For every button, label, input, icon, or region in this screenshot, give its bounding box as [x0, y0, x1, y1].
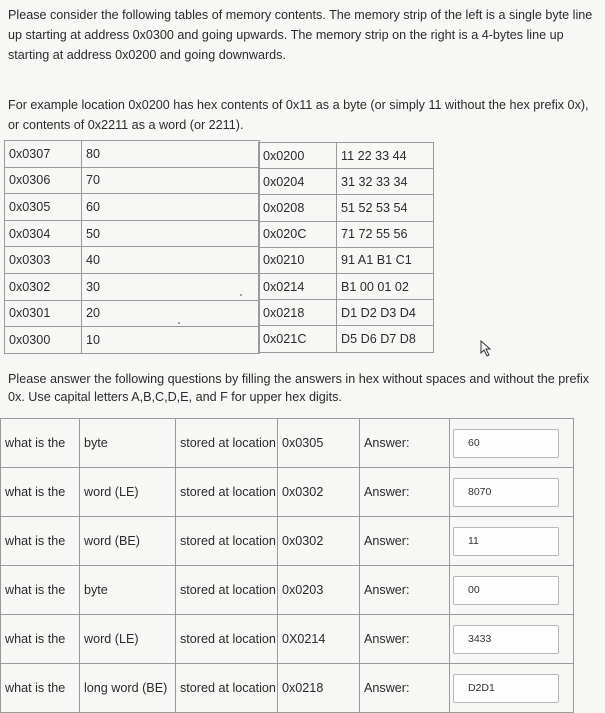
left-strip-value: 40: [82, 247, 260, 274]
question-address: 0x0203: [278, 566, 360, 615]
question-unit: word (BE): [80, 517, 176, 566]
question-stored-at: stored at location: [176, 517, 278, 566]
right-strip-address: 0x0200: [259, 143, 337, 169]
left-strip-value: 30: [82, 273, 260, 300]
right-strip-row: [259, 221, 434, 247]
right-strip-value: 31 32 33 34: [337, 169, 434, 195]
answer-cell: [450, 566, 574, 615]
right-strip-value: B1 00 01 02: [337, 273, 434, 299]
question-address: 0x0218: [278, 664, 360, 713]
question-row: [1, 664, 574, 713]
right-strip-value: D5 D6 D7 D8: [337, 326, 434, 352]
instructions-text: Please answer the following questions by filling the answers in hex without spaces and without the prefix 0x. Use capital letters A,B,C,D,E, and F for upper hex digits.: [8, 372, 590, 404]
left-strip-address: 0x0305: [5, 194, 82, 221]
question-prefix: what is the: [1, 566, 80, 615]
answer-input[interactable]: 00: [453, 576, 559, 605]
right-strip-row: [259, 143, 434, 169]
answer-input[interactable]: 11: [453, 527, 559, 556]
answer-input[interactable]: D2D1: [453, 674, 559, 703]
answer-cell: [450, 468, 574, 517]
question-unit: long word (BE): [80, 664, 176, 713]
question-prefix: what is the: [1, 615, 80, 664]
left-strip-row: [5, 327, 260, 354]
question-unit: word (LE): [80, 468, 176, 517]
right-strip-row: [259, 273, 434, 299]
answer-label: Answer:: [360, 517, 450, 566]
stray-dot: [178, 322, 180, 324]
stray-dot: [240, 294, 242, 296]
question-address: 0X0214: [278, 615, 360, 664]
left-strip-address: 0x0304: [5, 220, 82, 247]
right-strip-address: 0x020C: [259, 221, 337, 247]
question-address: 0x0302: [278, 517, 360, 566]
left-strip-address: 0x0301: [5, 300, 82, 327]
question-row: [1, 566, 574, 615]
right-strip-address: 0x0208: [259, 195, 337, 221]
left-strip-value: 10: [82, 327, 260, 354]
answer-label: Answer:: [360, 664, 450, 713]
question-address: 0x0302: [278, 468, 360, 517]
question-row: [1, 419, 574, 468]
answer-label: Answer:: [360, 566, 450, 615]
question-stored-at: stored at location: [176, 468, 278, 517]
question-prefix: what is the: [1, 419, 80, 468]
question-prefix: what is the: [1, 517, 80, 566]
right-strip-row: [259, 195, 434, 221]
question-unit: word (LE): [80, 615, 176, 664]
left-strip-value: 50: [82, 220, 260, 247]
right-strip-row: [259, 169, 434, 195]
left-strip-address: 0x0302: [5, 273, 82, 300]
question-unit: byte: [80, 566, 176, 615]
left-strip-row: [5, 273, 260, 300]
mouse-cursor-icon: [480, 340, 494, 358]
answer-cell: [450, 517, 574, 566]
left-strip-value: 80: [82, 141, 260, 168]
question-prefix: what is the: [1, 664, 80, 713]
left-memory-strip: [4, 140, 260, 354]
example-text: For example location 0x0200 has hex contents of 0x11 as a byte (or simply 11 without the hex prefix 0x), or contents of 0x2211 as a word (or 2211).: [8, 98, 589, 132]
left-strip-row: [5, 220, 260, 247]
questions-table: [0, 418, 574, 713]
answer-cell: [450, 664, 574, 713]
left-strip-address: 0x0307: [5, 141, 82, 168]
answer-cell: [450, 615, 574, 664]
right-strip-address: 0x0218: [259, 300, 337, 326]
intro-text: Please consider the following tables of memory contents. The memory strip of the left is a single byte line up starting at address 0x0300 and going upwards. The memory strip on the right is a 4-bytes line up starting at address 0x0200 and going downwards.: [8, 8, 593, 62]
question-stored-at: stored at location: [176, 664, 278, 713]
left-strip-row: [5, 300, 260, 327]
answer-label: Answer:: [360, 468, 450, 517]
right-strip-value: 71 72 55 56: [337, 221, 434, 247]
question-stored-at: stored at location: [176, 615, 278, 664]
right-strip-value: D1 D2 D3 D4: [337, 300, 434, 326]
left-strip-value: 60: [82, 194, 260, 221]
answer-input[interactable]: 60: [453, 429, 559, 458]
answer-label: Answer:: [360, 419, 450, 468]
answer-cell: [450, 419, 574, 468]
right-memory-strip: [258, 142, 434, 353]
question-row: [1, 517, 574, 566]
left-strip-address: 0x0300: [5, 327, 82, 354]
left-strip-row: [5, 247, 260, 274]
right-strip-address: 0x0204: [259, 169, 337, 195]
left-strip-row: [5, 167, 260, 194]
left-strip-value: 20: [82, 300, 260, 327]
right-strip-value: 11 22 33 44: [337, 143, 434, 169]
answer-input[interactable]: 8070: [453, 478, 559, 507]
right-strip-row: [259, 326, 434, 352]
right-strip-address: 0x021C: [259, 326, 337, 352]
right-strip-address: 0x0214: [259, 273, 337, 299]
answer-label: Answer:: [360, 615, 450, 664]
question-stored-at: stored at location: [176, 566, 278, 615]
question-address: 0x0305: [278, 419, 360, 468]
question-stored-at: stored at location: [176, 419, 278, 468]
answer-input[interactable]: 3433: [453, 625, 559, 654]
question-unit: byte: [80, 419, 176, 468]
right-strip-value: 91 A1 B1 C1: [337, 247, 434, 273]
left-strip-row: [5, 141, 260, 168]
left-strip-address: 0x0306: [5, 167, 82, 194]
left-strip-value: 70: [82, 167, 260, 194]
question-row: [1, 615, 574, 664]
left-strip-row: [5, 194, 260, 221]
question-prefix: what is the: [1, 468, 80, 517]
right-strip-row: [259, 247, 434, 273]
right-strip-address: 0x0210: [259, 247, 337, 273]
right-strip-value: 51 52 53 54: [337, 195, 434, 221]
question-row: [1, 468, 574, 517]
left-strip-address: 0x0303: [5, 247, 82, 274]
right-strip-row: [259, 300, 434, 326]
